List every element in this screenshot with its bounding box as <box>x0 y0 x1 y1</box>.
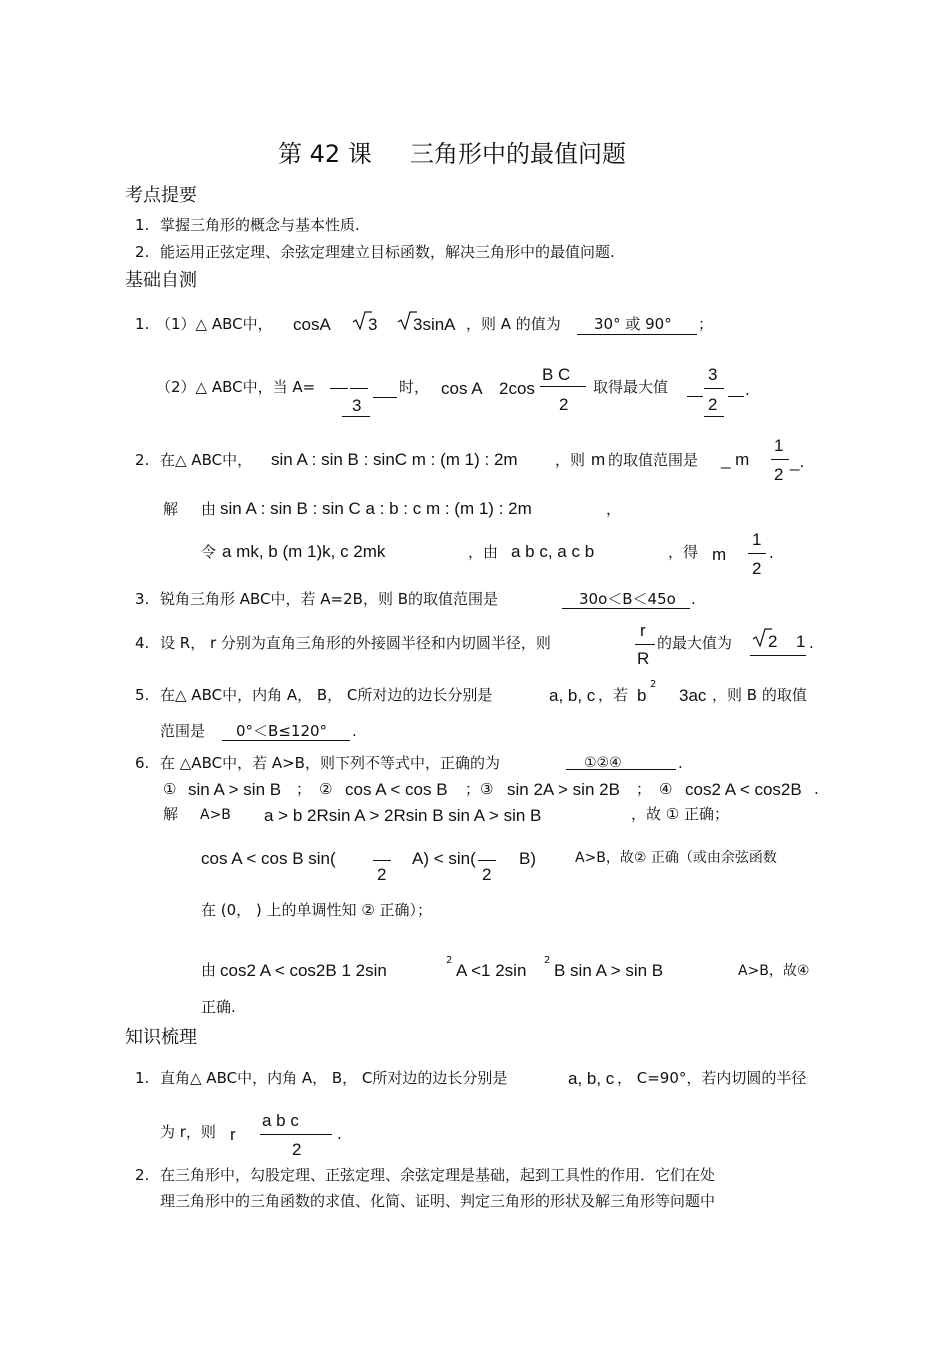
question-text: 在△ ABC中， <box>160 451 253 469</box>
lesson-number: 第 42 课 <box>278 140 372 168</box>
fraction-denominator: R <box>637 649 650 668</box>
math-expression: A) < sin( <box>412 849 476 868</box>
solution-text: A>B，故④ <box>738 963 810 979</box>
question-text: 的取值范围是 <box>608 451 699 469</box>
answer-underline <box>704 416 724 417</box>
solution-text: 令 <box>201 543 217 561</box>
question-number: 2. <box>135 451 150 469</box>
fraction-bar <box>635 644 655 645</box>
solution-text: 由 <box>201 961 217 979</box>
option-number: ② <box>319 780 333 798</box>
answer-underline <box>222 740 350 741</box>
question-number: 1. <box>135 315 150 333</box>
item-text: 为 r，则 <box>160 1123 216 1141</box>
answer-underline <box>342 416 370 417</box>
question-text: ，若 <box>598 686 629 704</box>
section-heading-basic-test: 基础自测 <box>125 270 197 291</box>
key-point-number: 1. <box>135 216 150 234</box>
solution-text: ，得 <box>668 543 699 561</box>
fraction-denominator: 2 <box>292 1140 302 1159</box>
math-expression: cos A <box>441 379 483 398</box>
fraction-bar <box>373 860 391 861</box>
fraction-denominator: 2 <box>377 865 387 884</box>
section-heading-key-points: 考点提要 <box>125 185 197 206</box>
math-expression: 3 <box>368 315 378 334</box>
section-heading-knowledge: 知识梳理 <box>125 1027 197 1048</box>
fraction-numerator: 1 <box>752 530 762 549</box>
answer-underline <box>373 397 397 398</box>
solution-label: 解 <box>163 500 179 518</box>
punctuation: . <box>809 634 814 652</box>
question-text: ，则 <box>555 451 586 469</box>
key-point-text: 掌握三角形的概念与基本性质. <box>160 216 360 234</box>
punctuation: . <box>678 754 683 772</box>
fraction-denominator: 2 <box>774 465 784 484</box>
math-expression: 2cos <box>499 379 535 398</box>
question-number: 5. <box>135 686 150 704</box>
math-expression: B sin A > sin B <box>554 961 664 980</box>
item-text: 理三角形中的三角函数的求值、化简、证明、判定三角形的形状及解三角形等问题中 <box>160 1192 716 1210</box>
question-number: 4. <box>135 634 150 652</box>
punctuation: . <box>745 381 750 399</box>
option-expression: sin 2A > sin 2B <box>507 780 620 799</box>
answer-text: 30° 或 90° <box>594 315 672 333</box>
punctuation: ； <box>636 780 652 798</box>
answer-text: 30o＜B＜45o <box>579 590 676 608</box>
option-number: ① <box>163 780 177 798</box>
punctuation: . <box>691 590 696 608</box>
solution-label: 解 <box>163 805 179 823</box>
fraction-bar <box>330 388 348 389</box>
fraction-bar <box>350 388 368 389</box>
answer-underline <box>566 769 676 770</box>
fraction-numerator: 3 <box>708 365 718 384</box>
answer-text: 2 <box>768 632 778 651</box>
solution-text: A>B <box>200 807 231 823</box>
question-1-2-label: （2）△ ABC中，当 A= <box>156 378 316 396</box>
math-expression: B) <box>519 849 536 868</box>
math-variable: m <box>591 450 606 469</box>
question-text: 设 R， r 分别为直角三角形的外接圆半径和内切圆半径，则 <box>160 634 551 652</box>
punctuation: ； <box>465 780 481 798</box>
question-text: 的最大值为 <box>657 634 733 652</box>
question-1-1-label: （1）△ ABC中， <box>156 315 273 333</box>
question-text: 锐角三角形 ABC中，若 A=2B，则 B的取值范围是 <box>160 590 499 608</box>
page-title: 三角形中的最值问题 <box>410 140 626 168</box>
math-expression: 3sinA <box>413 315 456 334</box>
question-number: 6. <box>135 754 150 772</box>
answer-underline <box>577 334 697 335</box>
item-number: 2. <box>135 1166 150 1184</box>
question-text: 范围是 <box>160 722 206 740</box>
fraction-bar <box>771 459 789 460</box>
solution-text: 由 <box>201 500 217 518</box>
option-expression: cos2 A < cos2B <box>685 780 802 799</box>
math-variable: r <box>230 1125 236 1144</box>
option-number: ④ <box>659 780 673 798</box>
key-point-number: 2. <box>135 243 150 261</box>
answer-text: 1 <box>796 632 806 651</box>
math-expression: a b c, a c b <box>511 542 595 561</box>
punctuation: ， <box>606 500 622 518</box>
math-expression: A <1 2sin <box>456 961 527 980</box>
punctuation: . <box>814 780 819 798</box>
question-text: 取得最大值 <box>593 378 669 396</box>
fraction-denominator: 2 <box>482 865 492 884</box>
answer-underline <box>687 396 703 397</box>
solution-text: A>B，故② 正确（或由余弦函数 <box>575 850 777 866</box>
question-text: ，则 B 的取值 <box>712 686 807 704</box>
math-expression: cos A < cos B sin( <box>201 849 336 868</box>
item-text: 直角△ ABC中，内角 A， B， C所对边的边长分别是 <box>160 1069 508 1087</box>
answer-text: 0°＜B≤120° <box>236 722 328 740</box>
question-text: 在△ ABC中，内角 A， B， C所对边的边长分别是 <box>160 686 493 704</box>
solution-text: 正确. <box>201 998 236 1016</box>
math-expression: a mk, b (m 1)k, c 2mk <box>222 542 386 561</box>
fraction-bar <box>260 1134 332 1135</box>
question-number: 3. <box>135 590 150 608</box>
answer-underline <box>750 655 806 656</box>
punctuation: . <box>337 1125 342 1143</box>
math-variable: b <box>637 686 647 705</box>
fraction-numerator: B C <box>542 365 571 384</box>
fraction-bar <box>704 388 724 389</box>
superscript: 2 <box>650 679 657 690</box>
answer-underline <box>562 608 690 609</box>
answer-text: ①②④ <box>584 755 622 771</box>
key-point-text: 能运用正弦定理、余弦定理建立目标函数，解决三角形中的最值问题. <box>160 243 615 261</box>
math-expression: a > b 2Rsin A > 2Rsin B sin A > sin B <box>264 806 542 825</box>
item-number: 1. <box>135 1069 150 1087</box>
solution-text: 在 (0， ) 上的单调性知 ② 正确）； <box>201 901 433 919</box>
punctuation: . <box>352 722 357 740</box>
math-expression: a, b, c <box>568 1069 615 1088</box>
fraction-bar <box>540 386 586 387</box>
punctuation: ； <box>296 780 312 798</box>
question-text: 时， <box>399 378 430 396</box>
option-expression: cos A < cos B <box>345 780 448 799</box>
answer-underline <box>728 396 744 397</box>
fraction-numerator: a b c <box>262 1111 299 1130</box>
math-expression: 3ac <box>679 686 707 705</box>
question-text: ，则 A 的值为 <box>466 315 561 333</box>
solution-text: ，故 ① 正确； <box>631 805 729 823</box>
option-expression: sin A > sin B <box>188 780 282 799</box>
punctuation: . <box>769 544 774 562</box>
superscript: 2 <box>544 955 551 966</box>
answer-text: _ m <box>721 450 750 469</box>
fraction-numerator: 1 <box>774 436 784 455</box>
fraction-bar <box>478 860 496 861</box>
item-text: 在三角形中，勾股定理、正弦定理、余弦定理是基础，起到工具性的作用．它们在处 <box>160 1166 716 1184</box>
superscript: 2 <box>446 955 453 966</box>
item-text: ， C=90°，若内切圆的半径 <box>617 1069 807 1087</box>
math-expression: sin A : sin B : sinC m : (m 1) : 2m <box>271 450 518 469</box>
math-expression: a, b, c <box>549 686 596 705</box>
question-text: 在 △ABC中，若 A>B，则下列不等式中，正确的为 <box>160 754 500 772</box>
math-variable: m <box>712 545 727 564</box>
fraction-numerator: r <box>640 621 646 640</box>
fraction-bar <box>748 553 766 554</box>
math-expression: sin A : sin B : sin C a : b : c m : (m 1) : 2m <box>220 499 532 518</box>
punctuation: ； <box>698 315 714 333</box>
fraction-denominator: 2 <box>559 395 569 414</box>
option-number: ③ <box>480 780 494 798</box>
punctuation: _. <box>790 452 805 471</box>
solution-text: ，由 <box>468 543 499 561</box>
math-expression: cosA <box>293 315 331 334</box>
math-expression: cos2 A < cos2B 1 2sin <box>220 961 387 980</box>
fraction-denominator: 3 <box>352 396 362 415</box>
fraction-denominator: 2 <box>708 395 718 414</box>
fraction-denominator: 2 <box>752 559 762 578</box>
